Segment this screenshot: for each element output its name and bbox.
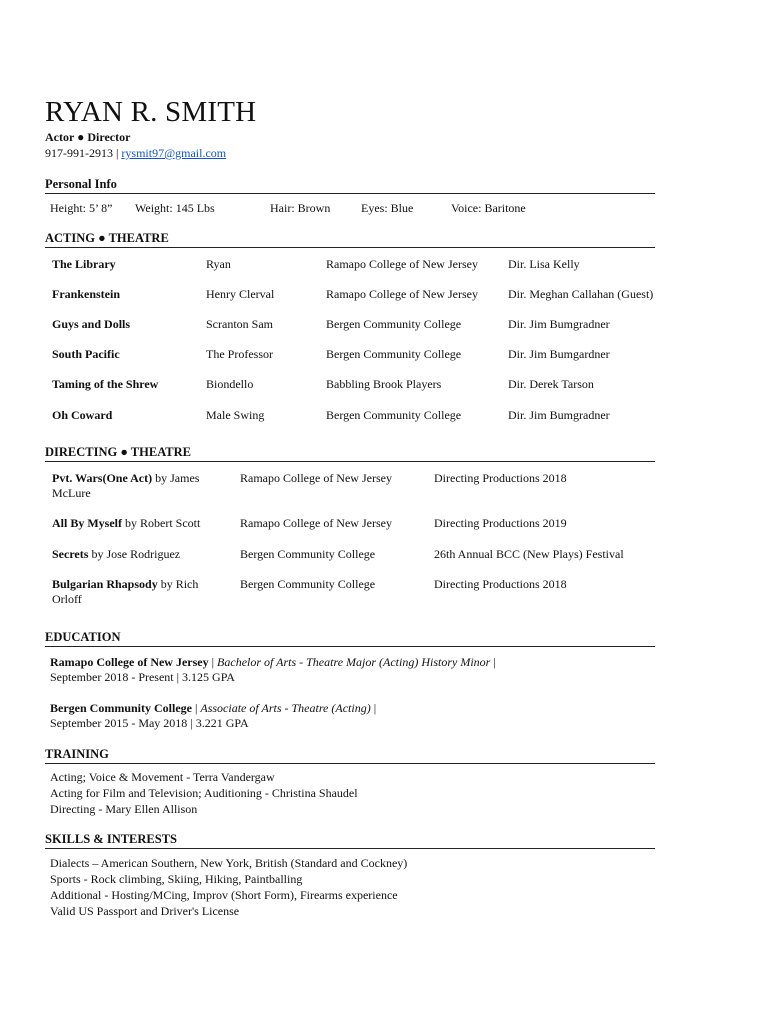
school-name: Ramapo College of New Jersey: [50, 655, 209, 669]
playwright: by Jose Rodriguez: [88, 547, 181, 561]
production-event: Directing Productions 2018: [434, 471, 567, 485]
production-title: Bulgarian Rhapsody: [52, 577, 158, 591]
weight-value: Weight: 145 Lbs: [135, 201, 215, 215]
production-event: Directing Productions 2018: [434, 577, 567, 591]
separator: |: [370, 701, 377, 715]
role-name: Biondello: [206, 377, 254, 391]
playwright: by James McLure: [52, 471, 200, 500]
role-name: Scranton Sam: [206, 317, 273, 331]
playwright: by Rich Orloff: [52, 577, 199, 606]
skill-item: Sports - Rock climbing, Skiing, Hiking, Paintballing: [50, 872, 303, 886]
section-heading-acting: ACTING ● THEATRE: [45, 231, 655, 248]
venue-name: Bergen Community College: [240, 577, 376, 591]
director-name: Dir. Jim Bumgardner: [508, 347, 610, 361]
voice-value: Voice: Baritone: [451, 201, 526, 215]
venue-name: Bergen Community College: [240, 547, 376, 561]
production-credit: [52, 516, 222, 531]
contact-line: [45, 146, 226, 161]
education-dates: September 2015 - May 2018 | 3.221 GPA: [50, 716, 249, 730]
director-name: Dir. Jim Bumgradner: [508, 408, 610, 422]
separator: |: [208, 655, 218, 669]
education-dates: September 2018 - Present | 3.125 GPA: [50, 670, 235, 684]
show-title: The Library: [52, 257, 116, 271]
role-name: Male Swing: [206, 408, 265, 422]
section-heading-directing: DIRECTING ● THEATRE: [45, 445, 655, 462]
skill-item: Valid US Passport and Driver's License: [50, 904, 240, 918]
skill-item: Dialects – American Southern, New York, British (Standard and Cockney): [50, 856, 408, 870]
resume-name: RYAN R. SMITH: [45, 96, 257, 128]
venue-name: Ramapo College of New Jersey: [326, 287, 478, 301]
production-event: 26th Annual BCC (New Plays) Festival: [434, 547, 624, 561]
production-event: Directing Productions 2019: [434, 516, 567, 530]
hair-value: Hair: Brown: [270, 201, 331, 215]
venue-name: Ramapo College of New Jersey: [240, 471, 392, 485]
venue-name: Bergen Community College: [326, 347, 462, 361]
email-link[interactable]: rysmit97@gmail.com: [121, 146, 227, 160]
section-heading-training: TRAINING: [45, 747, 655, 764]
show-title: Taming of the Shrew: [52, 377, 159, 391]
director-name: Dir. Derek Tarson: [508, 377, 594, 391]
section-heading-personal-info: Personal Info: [45, 177, 655, 194]
school-name: Bergen Community College: [50, 701, 192, 715]
show-title: South Pacific: [52, 347, 120, 361]
training-item: Acting for Film and Television; Auditioning - Christina Shaudel: [50, 786, 358, 800]
degree-name: Associate of Arts - Theatre (Acting): [200, 701, 371, 715]
production-credit: [52, 547, 227, 562]
production-title: All By Myself: [52, 516, 122, 530]
resume-subtitle: Actor ● Director: [45, 130, 131, 144]
show-title: Frankenstein: [52, 287, 121, 301]
production-credit: [52, 471, 217, 501]
education-degree-line: [50, 655, 496, 670]
training-item: Acting; Voice & Movement - Terra Vandergaw: [50, 770, 275, 784]
degree-name: Bachelor of Arts - Theatre Major (Acting) History Minor: [217, 655, 491, 669]
contact-separator: |: [116, 146, 119, 160]
separator: |: [191, 701, 201, 715]
director-name: Dir. Meghan Callahan (Guest): [508, 287, 654, 301]
height-value: Height: 5’ 8”: [50, 201, 113, 215]
training-item: Directing - Mary Ellen Allison: [50, 802, 198, 816]
director-name: Dir. Lisa Kelly: [508, 257, 580, 271]
show-title: Guys and Dolls: [52, 317, 131, 331]
role-name: Henry Clerval: [206, 287, 275, 301]
playwright: by Robert Scott: [122, 516, 201, 530]
venue-name: Bergen Community College: [326, 408, 462, 422]
director-name: Dir. Jim Bumgradner: [508, 317, 610, 331]
venue-name: Bergen Community College: [326, 317, 462, 331]
production-credit: [52, 577, 217, 607]
role-name: The Professor: [206, 347, 273, 361]
phone-number: 917-991-2913: [45, 146, 113, 160]
skill-item: Additional - Hosting/MCing, Improv (Short Form), Firearms experience: [50, 888, 398, 902]
venue-name: Ramapo College of New Jersey: [240, 516, 392, 530]
venue-name: Babbling Brook Players: [326, 377, 442, 391]
eyes-value: Eyes: Blue: [361, 201, 414, 215]
venue-name: Ramapo College of New Jersey: [326, 257, 478, 271]
section-heading-skills: SKILLS & INTERESTS: [45, 832, 655, 849]
production-title: Secrets: [52, 547, 89, 561]
production-title: Pvt. Wars(One Act): [52, 471, 153, 485]
education-degree-line: [50, 701, 376, 716]
separator: |: [490, 655, 496, 669]
role-name: Ryan: [206, 257, 231, 271]
show-title: Oh Coward: [52, 408, 113, 422]
section-heading-education: EDUCATION: [45, 630, 655, 647]
